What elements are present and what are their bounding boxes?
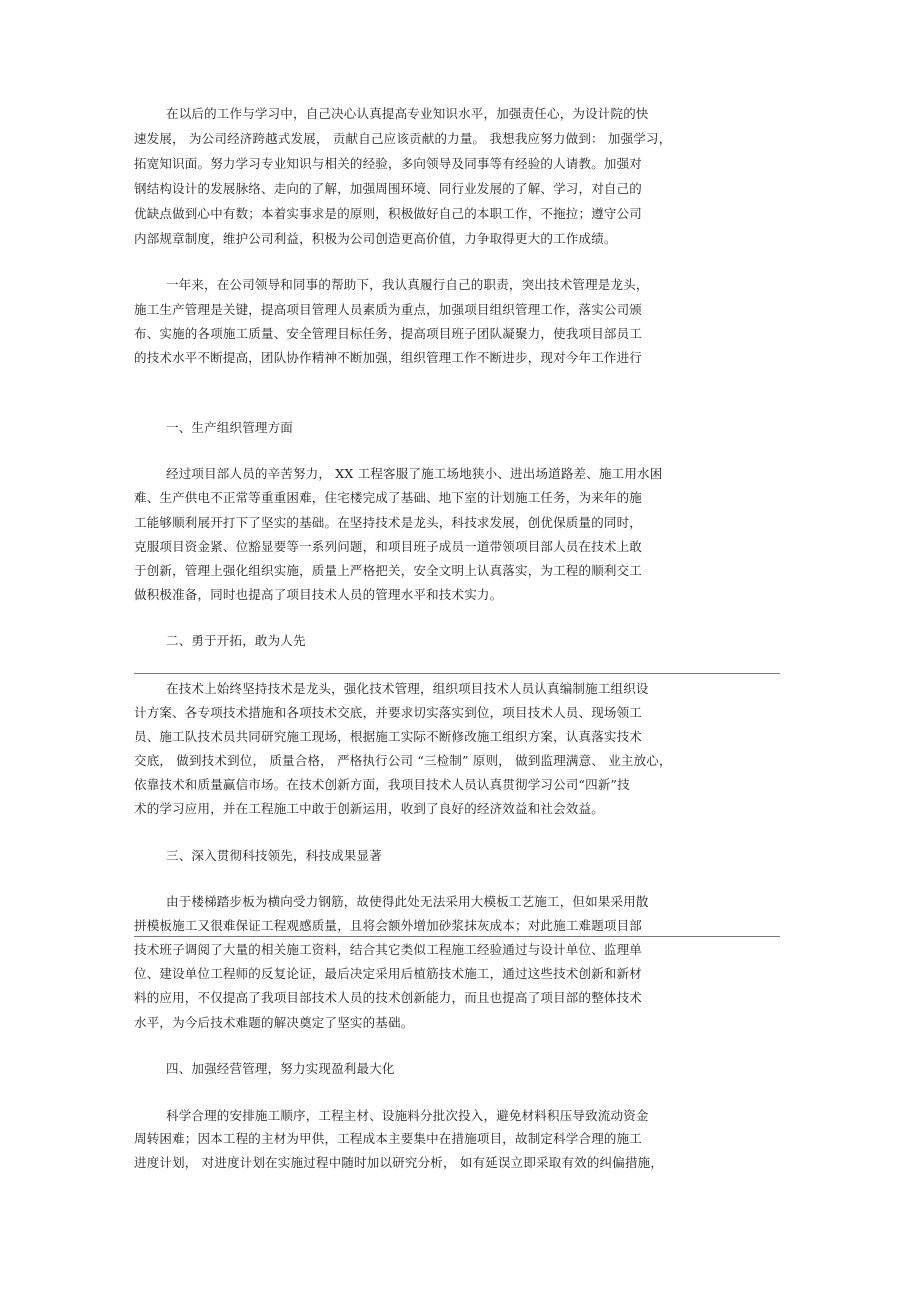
paragraph-1-line-3: 拓宽知识面。努力学习专业知识与相关的经验，多向领导及同事等有经验的人请教。加强对 (134, 156, 643, 171)
paragraph-5-line-5: 料的应用，不仅提高了我项目部技术人员的技术创新能力，而且也提高了项目部的整体技术 (134, 990, 643, 1005)
paragraph-4-line-2: 计方案、各专项技术措施和各项技术交底，并要求切实落实到位，项目技术人员、现场领工 (134, 705, 643, 720)
paragraph-1-line-2: 速发展， 为公司经济跨越式发展， 贡献自己应该贡献的力量。 我想我应努力做到： 加强学习， (134, 131, 672, 146)
paragraph-2-line-3: 布、实施的各项施工质量、安全管理目标任务，提高项目班子团队凝聚力，使我项目部员工 (134, 326, 643, 341)
paragraph-1-line-6: 内部规章制度，维护公司利益，积极为公司创造更高价值，力争取得更大的工作成绩。 (134, 231, 617, 246)
paragraph-4-line-3: 员、施工队技术员共同研究施工现场，根据施工实际不断修改施工组织方案，认真落实技术 (134, 729, 643, 744)
paragraph-2-line-2: 施工生产管理是关键，提高项目管理人员素质为重点，加强项目组织管理工作，落实公司颁 (134, 302, 643, 317)
paragraph-4-line-1: 在技术上始终坚持技术是龙头，强化技术管理，组织项目技术人员认真编制施工组织设 (166, 681, 649, 696)
paragraph-5-line-4: 位、建设单位工程师的反复论证，最后决定采用后植筋技术施工，通过这些技术创新和新材 (134, 966, 643, 981)
paragraph-5-line-2: 拼模板施工又很难保证工程观感质量，且将会额外增加砂浆抹灰成本；对此施工难题项目部 (134, 918, 643, 933)
paragraph-3-line-4: 克服项目资金紧、位豁显要等一系列问题，和项目班子成员一道带领项目部人员在技术上敢 (134, 539, 643, 554)
paragraph-3-line-6: 做积极准备，同时也提高了项目技术人员的管理水平和技术实力。 (134, 587, 503, 602)
section-heading-3: 三、深入贯彻科技领先，科技成果显著 (166, 848, 382, 863)
paragraph-6-line-3: 进度计划， 对进度计划在实施过程中随时加以研究分析， 如有延误立即采取有效的纠偏措施， (134, 1155, 664, 1170)
paragraph-3-line-3: 工能够顺利展开打下了坚实的基础。在坚持技术是龙头，科技求发展，创优保质量的同时， (134, 515, 643, 530)
paragraph-3-line-2: 难、生产供电不正常等重重困难，住宅楼完成了基础、地下室的计划施工任务，为来年的施 (134, 490, 643, 505)
paragraph-6-line-2: 周转困难；因本工程的主材为甲供，工程成本主要集中在措施项目，故制定科学合理的施工 (134, 1131, 643, 1146)
paragraph-6-line-1: 科学合理的安排施工顺序，工程主材、设施料分批次投入，避免材料积压导致流动资金 (166, 1108, 649, 1123)
paragraph-3-line-5: 于创新，管理上强化组织实施，质量上严格把关，安全文明上认真落实，为工程的顺利交工 (134, 563, 643, 578)
paragraph-4-line-4: 交底， 做到技术到位， 质量合格， 严格执行公司 “三检制” 原则， 做到监理满意、 业主放心， (134, 753, 672, 768)
paragraph-5-line-1: 由于楼梯踏步板为横向受力钢筋，故使得此处无法采用大模板工艺施工，但如果采用散 (166, 894, 649, 909)
paragraph-1-line-5: 优缺点做到心中有数；本着实事求是的原则，积极做好自己的本职工作，不拖拉；遵守公司 (134, 206, 643, 221)
section-heading-4: 四、加强经营管理，努力实现盈利最大化 (166, 1061, 395, 1076)
section-heading-2: 二、勇于开拓，敢为人先 (166, 633, 306, 648)
horizontal-rule-2 (134, 936, 780, 937)
paragraph-1-line-4: 钢结构设计的发展脉络、走向的了解，加强周围环境、同行业发展的了解、学习，对自己的 (134, 181, 643, 196)
horizontal-rule-1 (134, 673, 780, 674)
paragraph-2-line-1: 一年来，在公司领导和同事的帮助下，我认真履行自己的职责，突出技术管理是龙头， (166, 277, 649, 292)
paragraph-3-line-1: 经过项目部人员的辛苦努力， XX 工程客服了施工场地狭小、进出场道路差、施工用水困 (166, 466, 663, 481)
paragraph-4-line-6: 术的学习应用，并在工程施工中敢于创新运用，收到了良好的经济效益和社会效益。 (134, 801, 604, 816)
paragraph-2-line-4: 的技术水平不断提高，团队协作精神不断加强，组织管理工作不断进步，现对今年工作进行 (134, 350, 643, 365)
paragraph-5-line-3: 技术班子调阅了大量的相关施工资料，结合其它类似工程施工经验通过与设计单位、监理单 (134, 942, 643, 957)
paragraph-1-line-1: 在以后的工作与学习中，自己决心认真提高专业知识水平，加强责任心，为设计院的快 (166, 106, 649, 121)
section-heading-1: 一、生产组织管理方面 (166, 420, 294, 435)
paragraph-5-line-6: 水平，为今后技术难题的解决奠定了坚实的基础。 (134, 1015, 414, 1030)
paragraph-4-line-5: 依靠技术和质量赢信市场。在技术创新方面，我项目技术人员认真贯彻学习公司“四新”技 (134, 777, 630, 792)
